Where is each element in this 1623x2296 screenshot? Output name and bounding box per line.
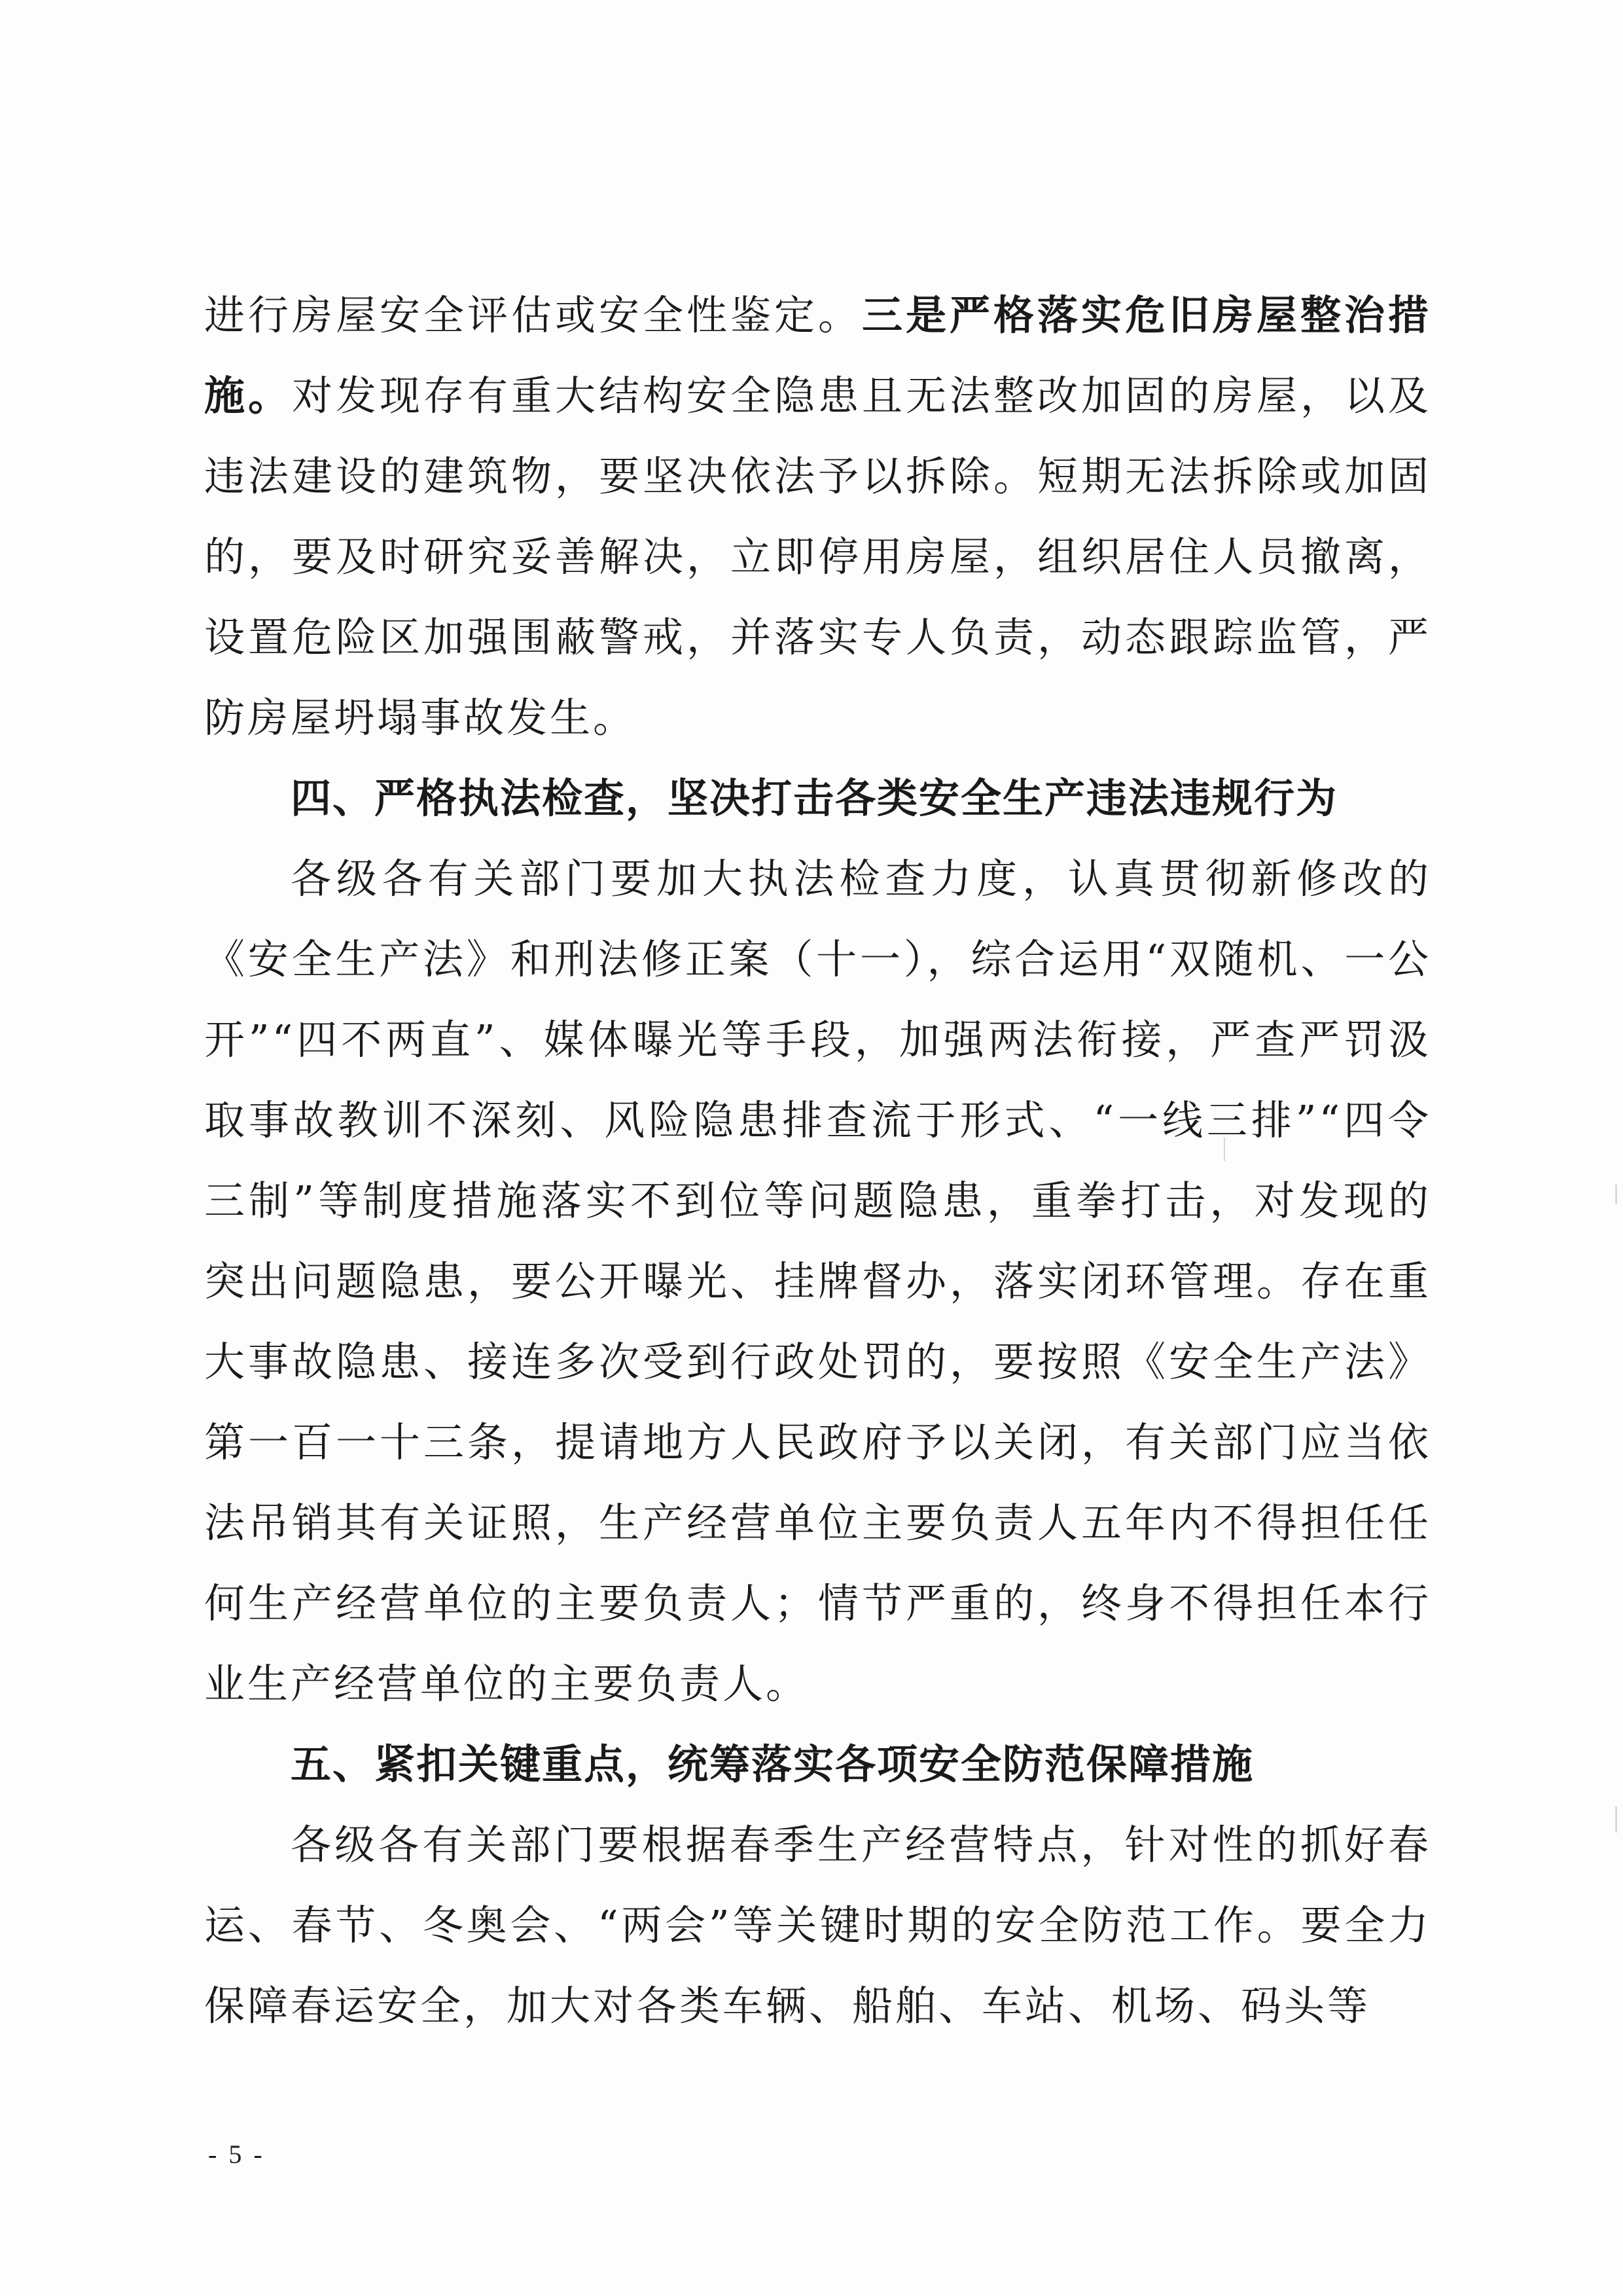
- paragraph-key-periods: 各级各有关部门要根据春季生产经营特点，针对性的抓好春运、春节、冬奥会、“两会”等关键时期的安全防范工作。要全力保障春运安全，加大对各类车辆、船舶、车站、机场、码头等: [204, 1821, 1431, 2030]
- paragraph-text: 进行房屋安全评估或安全性鉴定。: [204, 291, 862, 339]
- document-body: [204, 275, 1431, 2046]
- scan-edge-mark: [1615, 1806, 1617, 1833]
- section-heading-five: 五、紧扣关键重点，统筹落实各项安全防范保障措施: [291, 1740, 1255, 1788]
- paragraph-law-enforcement: 各级各有关部门要加大执法检查力度，认真贯彻新修改的《安全生产法》和刑法修正案（十一），综合运用“双随机、一公开”“四不两直”、媒体曝光等手段，加强两法衔接，严查严罚汲取事故教训不深刻、风险隐患排查流于形式、“一线三排”“四令三制”等制度措施落实不到位等问题隐患，重拳打击，对发现的突出问题隐患，要公开曝光、挂牌督办，落实闭环管理。存在重大事故隐患、接连多次受到行政处罚的，要按照《安全生产法》第一百一十三条，提请地方人民政府予以关闭，有关部门应当依法吊销其有关证照，生产经营单位主要负责人五年内不得担任任何生产经营单位的主要负责人；情节严重的，终身不得担任本行业生产经营单位的主要负责人。: [204, 855, 1431, 1708]
- scan-edge-mark: [1615, 1185, 1617, 1204]
- paragraph-housing-measures: [204, 275, 1431, 758]
- section-heading-four: 四、严格执法检查，坚决打击各类安全生产违法违规行为: [291, 774, 1338, 822]
- paragraph-text: 对发现存有重大结构安全隐患且无法整改加固的房屋，以及违法建设的建筑物，要坚决依法予以拆除。短期无法拆除或加固的，要及时研究妥善解决，立即停用房屋，组织居住人员撤离，设置危险区加强围蔽警戒，并落实专人负责，动态跟踪监管，严防房屋坍塌事故发生。: [204, 372, 1431, 742]
- page-number: - 5 -: [208, 2140, 265, 2169]
- bold-point-three: 三是严格落实危旧房屋整治措施。: [204, 291, 1431, 420]
